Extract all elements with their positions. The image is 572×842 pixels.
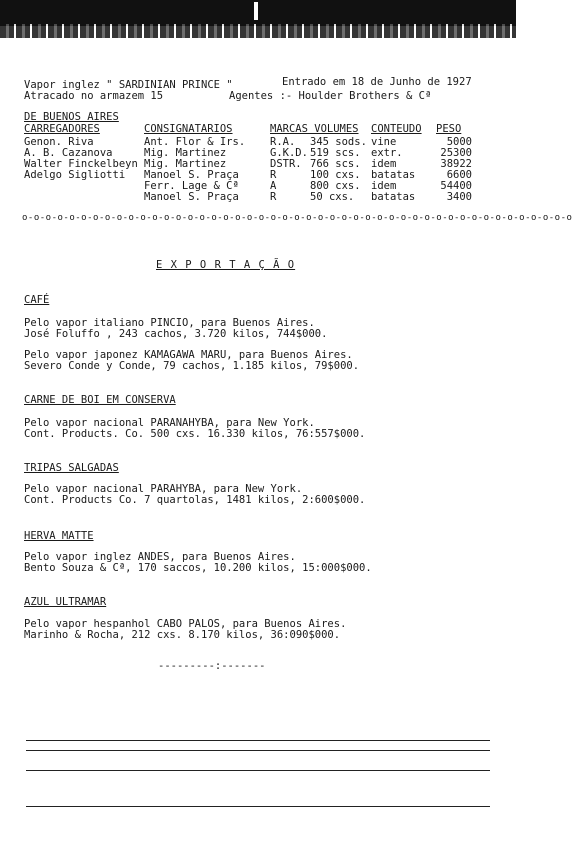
scan-ragged-edge [0,24,516,38]
ship-name-line: Vapor inglez " SARDINIAN PRINCE " [24,79,233,91]
bottom-rule-2 [26,750,490,751]
cell-mark: R [270,169,277,181]
cell-consignee: Mig. Martinez [144,158,227,170]
cell-consignee: Mig. Martinez [144,147,227,159]
section-line: Pelo vapor nacional PARANAHYBA, para New York. [24,417,315,429]
col-header-consignees: CONSIGNATARIOS [144,123,233,135]
cell-mark: DSTR. [270,158,302,170]
scan-notch [254,2,258,20]
col-header-weight: PESO [436,123,462,135]
section-line: José Foluffo , 243 cachos, 3.720 kilos, 744$000. [24,328,328,340]
col-header-marks-volumes: MARCAS VOLUMES [270,123,359,135]
cell-shipper: A. B. Cazanova [24,147,113,159]
export-title: E X P O R T A Ç Ã O [156,259,296,271]
bottom-rule-4 [26,806,490,807]
section-line: Severo Conde y Conde, 79 cachos, 1.185 kilos, 79$000. [24,360,360,372]
cell-mark: R.A. [270,136,296,148]
cell-volumes: 50 cxs. [310,191,355,203]
section-line: Cont. Products Co. 7 quartolas, 1481 kilos, 2:600$000. [24,494,366,506]
section-line: Pelo vapor hespanhol CABO PALOS, para Buenos Aires. [24,618,347,630]
cell-contents: idem [371,180,397,192]
end-mark: ---------:------- [158,660,266,672]
cell-weight: 25300 [440,147,472,159]
agents-line: Agentes :- Houlder Brothers & Cª [229,90,432,102]
cell-weight: 38922 [440,158,472,170]
cell-weight: 5000 [446,136,472,148]
section-title-carne: CARNE DE BOI EM CONSERVA [24,394,176,406]
section-line: Cont. Products. Co. 500 cxs. 16.330 kilos, 76:557$000. [24,428,366,440]
origin-heading: DE BUENOS AIRES [24,111,119,123]
cell-volumes: 100 cxs. [310,169,361,181]
cell-volumes: 800 cxs. [310,180,361,192]
cell-shipper: Genon. Riva [24,136,94,148]
cell-mark: G.K.D. [270,147,308,159]
cell-volumes: 345 sods. [310,136,367,148]
section-title-tripas: TRIPAS SALGADAS [24,462,119,474]
cell-volumes: 766 scs. [310,158,361,170]
bottom-rule-1 [26,740,490,741]
cell-contents: extr. [371,147,403,159]
section-line: Bento Souza & Cª, 170 saccos, 10.200 kilos, 15:000$000. [24,562,372,574]
cell-consignee: Ant. Flor & Irs. [144,136,246,148]
cell-shipper: Walter Finckelbeyn [24,158,138,170]
section-line: Pelo vapor italiano PINCIO, para Buenos Aires. [24,317,315,329]
scan-top-edge [0,0,516,26]
cell-contents: vine [371,136,397,148]
section-line: Pelo vapor japonez KAMAGAWA MARU, para Buenos Aires. [24,349,353,361]
cell-mark: A [270,180,277,192]
col-header-contents: CONTEUDO [371,123,422,135]
col-header-shippers: CARREGADORES [24,123,100,135]
cell-contents: idem [371,158,397,170]
section-title-azul: AZUL ULTRAMAR [24,596,107,608]
bottom-rule-3 [26,770,490,771]
section-line: Pelo vapor nacional PARAHYBA, para New York. [24,483,303,495]
cell-consignee: Manoel S. Praça [144,169,239,181]
cell-weight: 3400 [446,191,472,203]
cell-consignee: Ferr. Lage & Cª [144,180,239,192]
section-line: Pelo vapor inglez ANDES, para Buenos Aires. [24,551,296,563]
cell-mark: R [270,191,277,203]
entry-date-line: Entrado em 18 de Junho de 1927 [282,76,472,88]
cell-weight: 54400 [440,180,472,192]
dotted-divider: o-o-o-o-o-o-o-o-o-o-o-o-o-o-o-o-o-o-o-o-o-o-o-o-o-o-o-o-o-o-o-o-o-o-o-o-o-o-o-o-o-o-o-o-o-o-o [22,213,572,223]
cell-shipper: Adelgo Sigliotti [24,169,126,181]
berth-line: Atracado no armazem 15 [24,90,164,102]
cell-consignee: Manoel S. Praça [144,191,239,203]
section-line: Marinho & Rocha, 212 cxs. 8.170 kilos, 36:090$000. [24,629,341,641]
cell-contents: batatas [371,191,416,203]
cell-weight: 6600 [446,169,472,181]
section-title-herva: HERVA MATTE [24,530,94,542]
cell-contents: batatas [371,169,416,181]
section-title-cafe: CAFÉ [24,294,50,306]
cell-volumes: 519 scs. [310,147,361,159]
